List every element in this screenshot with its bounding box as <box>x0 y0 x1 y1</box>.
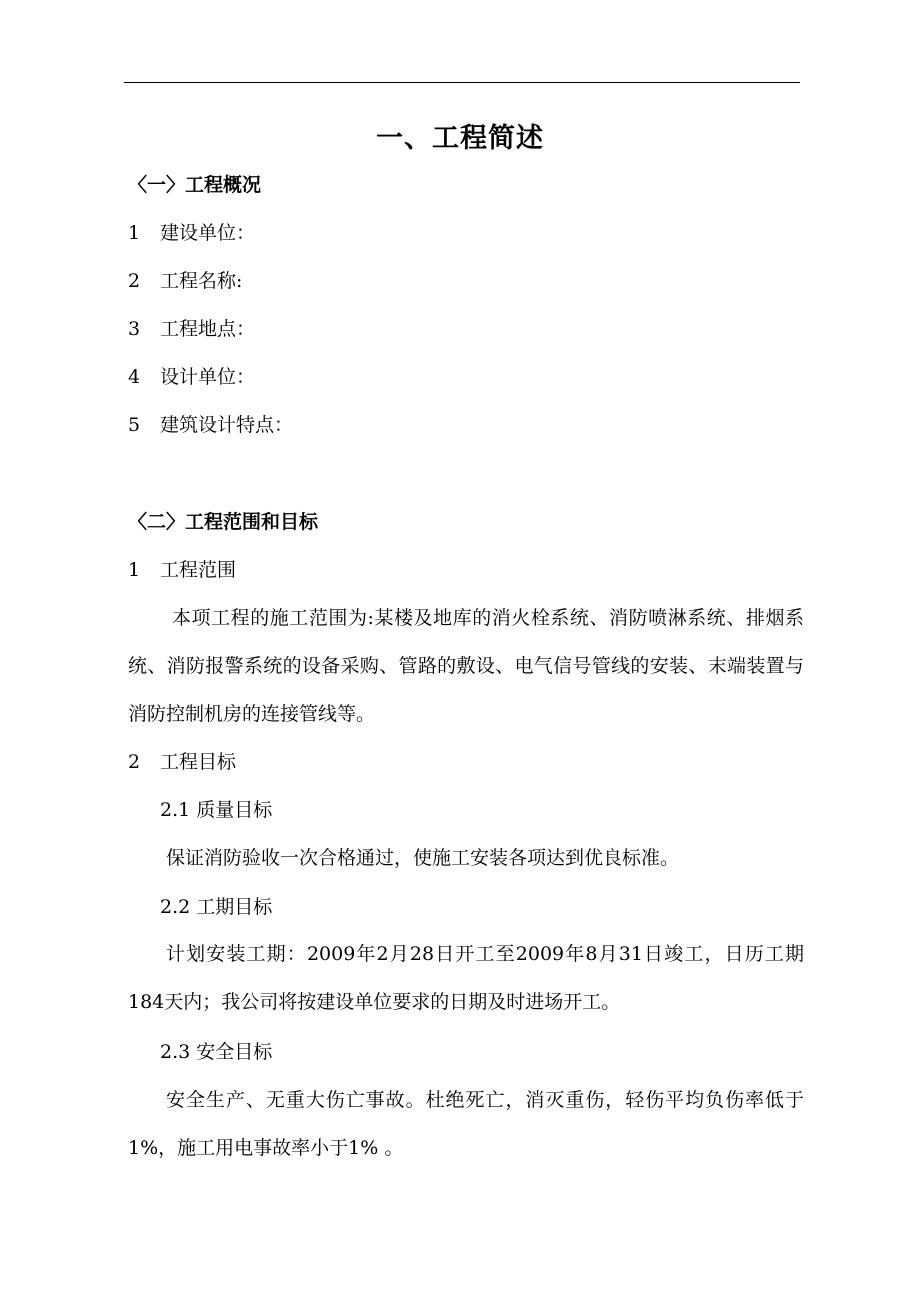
overview-item-5 <box>128 413 293 437</box>
item-number: 3 <box>128 318 141 340</box>
item-number: 4 <box>128 366 141 388</box>
overview-item-3 <box>128 317 255 341</box>
overview-item-1 <box>128 221 255 245</box>
quality-goal-heading: 2.1 质量目标 <box>160 799 273 821</box>
item-number: 5 <box>128 414 141 436</box>
item-number: 1 <box>128 559 141 581</box>
item-label: 工程名称: <box>160 270 243 292</box>
quality-goal-paragraph: 保证消防验收一次合格通过，使施工安装各项达到优良标准。 <box>166 847 680 869</box>
scope-heading <box>128 558 236 582</box>
header-rule <box>124 82 800 83</box>
item-label: 设计单位： <box>160 366 256 388</box>
item-label: 工程范围 <box>160 559 237 581</box>
item-label: 工程地点： <box>160 318 256 340</box>
scope-paragraph: 本项工程的施工范围为:某楼及地库的消火栓系统、消防喷淋系统、排烟系统、消防报警系统的设备采购、管路的敷设、电气信号管线的安装、末端装置与消防控制机房的连接管线等。 <box>128 607 804 725</box>
item-label: 建设单位： <box>160 222 256 244</box>
safety-goal-paragraph: 安全生产、无重大伤亡事故。杜绝死亡，消灭重伤，轻伤平均负伤率低于1%，施工用电事故率小于1% 。 <box>128 1089 804 1159</box>
item-label: 工程目标 <box>160 751 237 773</box>
overview-item-4 <box>128 365 255 389</box>
item-number: 2 <box>128 270 141 292</box>
item-number: 1 <box>128 222 141 244</box>
section-2-heading: 〈二〉工程范围和目标 <box>128 511 319 533</box>
safety-goal-heading: 2.3 安全目标 <box>160 1041 273 1063</box>
schedule-goal-paragraph: 计划安装工期：2009年2月28日开工至2009年8月31日竣工，日历工期184天内；我公司将按建设单位要求的日期及时进场开工。 <box>128 943 804 1013</box>
item-label: 建筑设计特点： <box>160 414 294 436</box>
page-title: 一、工程简述 <box>376 123 544 154</box>
schedule-goal-heading: 2.2 工期目标 <box>160 896 273 918</box>
goals-heading <box>128 750 236 774</box>
overview-item-2 <box>128 269 242 293</box>
section-1-heading: 〈一〉工程概况 <box>128 174 262 196</box>
item-number: 2 <box>128 751 141 773</box>
